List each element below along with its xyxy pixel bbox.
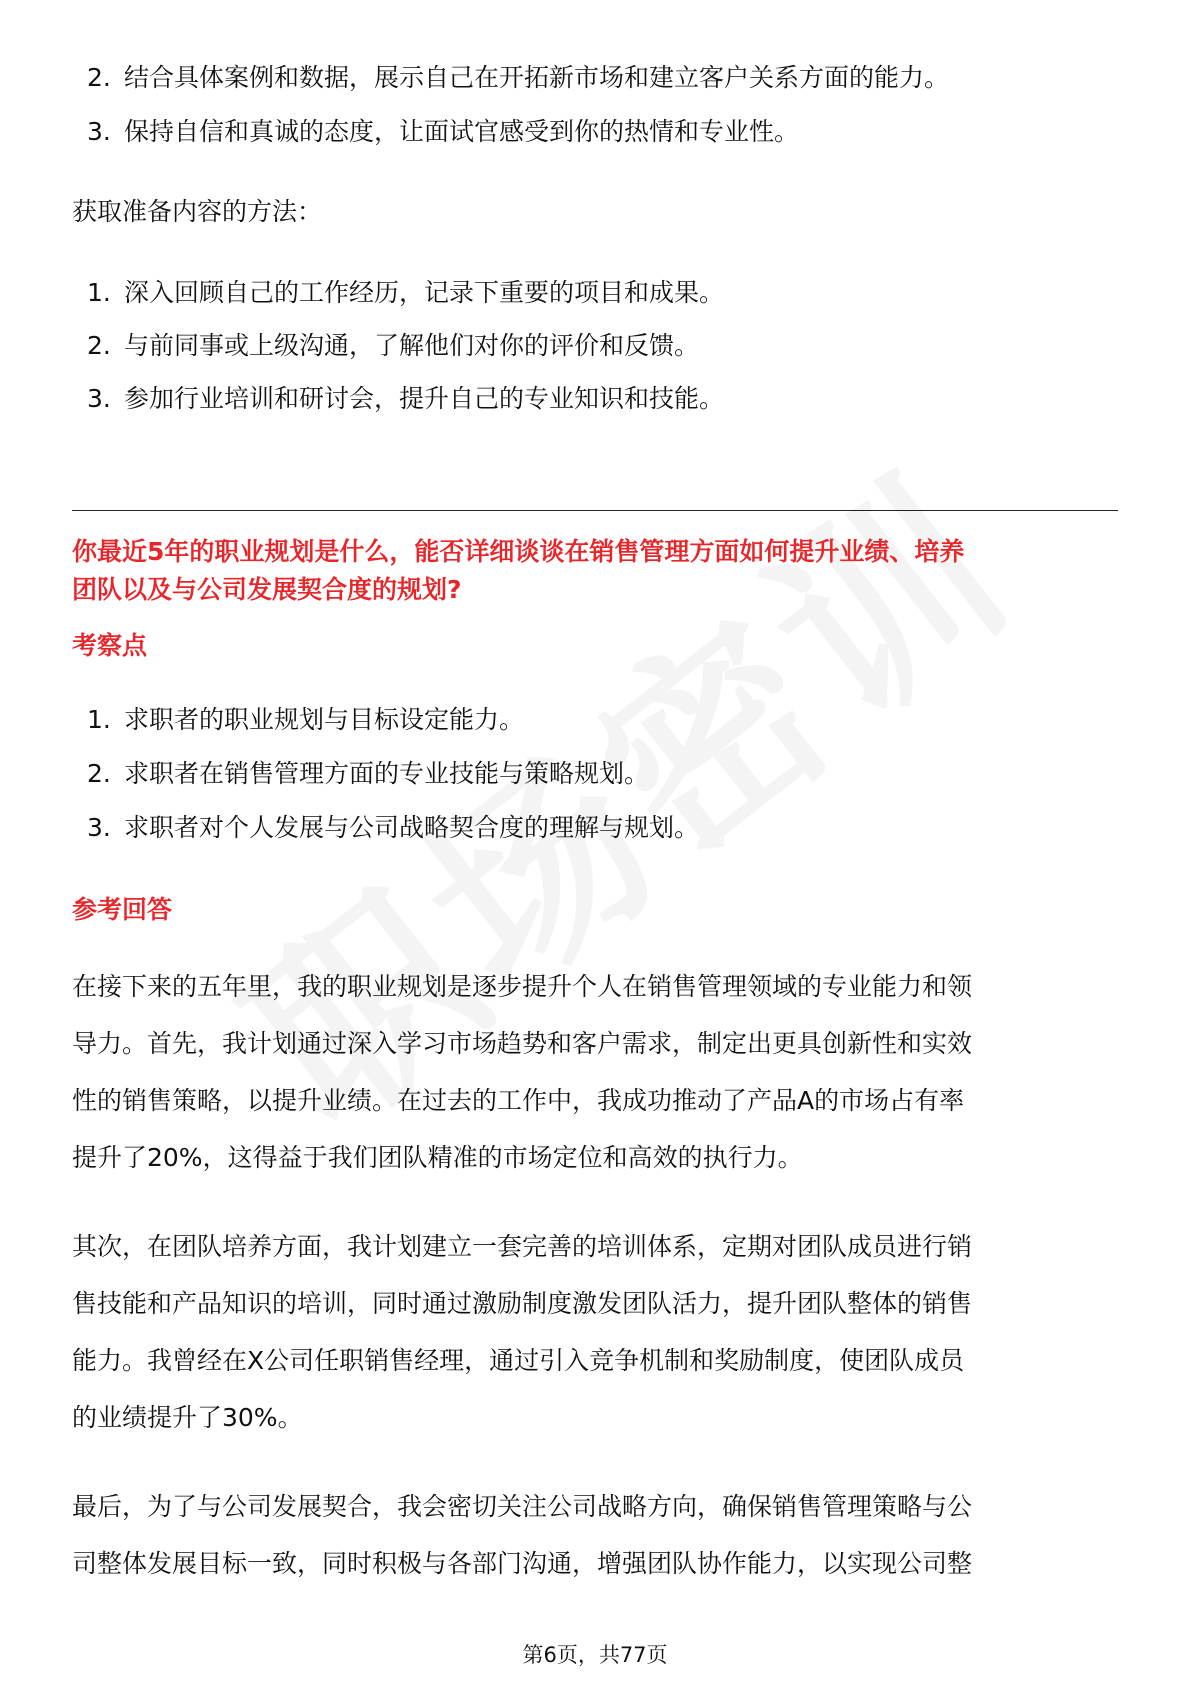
question-line: 团队以及与公司发展契合度的规划? <box>72 575 462 604</box>
question-title <box>72 533 1118 609</box>
list-item <box>72 60 1118 114</box>
paragraph-line: 性的销售策略，以提升业绩。在过去的工作中，我成功推动了产品A的市场占有率 <box>72 1086 965 1115</box>
list-number: 1. <box>87 278 111 307</box>
list-number: 2. <box>87 63 111 92</box>
list-item <box>72 114 1118 150</box>
list-number: 3. <box>87 813 111 842</box>
list-text: 求职者在销售管理方面的专业技能与策略规划。 <box>124 759 650 788</box>
paragraph-line: 售技能和产品知识的培训，同时通过激励制度激发团队活力，提升团队整体的销售 <box>72 1289 973 1318</box>
list-text: 保持自信和真诚的态度，让面试官感受到你的热情和专业性。 <box>124 117 800 146</box>
list-text: 结合具体案例和数据，展示自己在开拓新市场和建立客户关系方面的能力。 <box>124 63 950 92</box>
list-item <box>72 756 1118 810</box>
list-text: 求职者对个人发展与公司战略契合度的理解与规划。 <box>124 813 700 842</box>
list-number: 3. <box>87 384 111 413</box>
prep-list <box>72 275 1118 417</box>
answer-paragraph <box>72 1218 1118 1446</box>
answer-title: 参考回答 <box>72 895 173 924</box>
paragraph-line: 提升了20%，这得益于我们团队精准的市场定位和高效的执行力。 <box>72 1143 803 1172</box>
answer-paragraph <box>72 958 1118 1186</box>
list-number: 1. <box>87 705 111 734</box>
exam-points-list <box>72 702 1118 846</box>
paragraph-line: 在接下来的五年里，我的职业规划是逐步提升个人在销售管理领域的专业能力和领 <box>72 972 973 1001</box>
paragraph-line: 司整体发展目标一致，同时积极与各部门沟通，增强团队协作能力，以实现公司整 <box>72 1549 973 1578</box>
section-divider <box>72 510 1118 511</box>
answer-paragraph <box>72 1478 1118 1592</box>
list-text: 参加行业培训和研讨会，提升自己的专业知识和技能。 <box>124 384 725 413</box>
prep-heading: 获取准备内容的方法： <box>72 197 323 226</box>
list-item <box>72 702 1118 756</box>
exam-points-title: 考察点 <box>72 631 148 660</box>
list-text: 求职者的职业规划与目标设定能力。 <box>124 705 525 734</box>
list-text: 深入回顾自己的工作经历，记录下重要的项目和成果。 <box>124 278 725 307</box>
paragraph-line: 导力。首先，我计划通过深入学习市场趋势和客户需求，制定出更具创新性和实效 <box>72 1029 973 1058</box>
list-item <box>72 381 1118 417</box>
paragraph-line: 的业绩提升了30%。 <box>72 1403 303 1432</box>
top-list <box>72 60 1118 150</box>
list-item <box>72 275 1118 328</box>
paragraph-line: 能力。我曾经在X公司任职销售经理，通过引入竞争机制和奖励制度，使团队成员 <box>72 1346 965 1375</box>
paragraph-line: 其次，在团队培养方面，我计划建立一套完善的培训体系，定期对团队成员进行销 <box>72 1232 973 1261</box>
question-line: 你最近5年的职业规划是什么，能否详细谈谈在销售管理方面如何提升业绩、培养 <box>72 537 965 566</box>
page-footer: 第6页，共77页 <box>522 1643 668 1667</box>
list-number: 3. <box>87 117 111 146</box>
list-item <box>72 810 1118 846</box>
list-text: 与前同事或上级沟通，了解他们对你的评价和反馈。 <box>124 331 700 360</box>
paragraph-line: 最后，为了与公司发展契合，我会密切关注公司战略方向，确保销售管理策略与公 <box>72 1492 973 1521</box>
list-number: 2. <box>87 759 111 788</box>
list-number: 2. <box>87 331 111 360</box>
list-item <box>72 328 1118 381</box>
